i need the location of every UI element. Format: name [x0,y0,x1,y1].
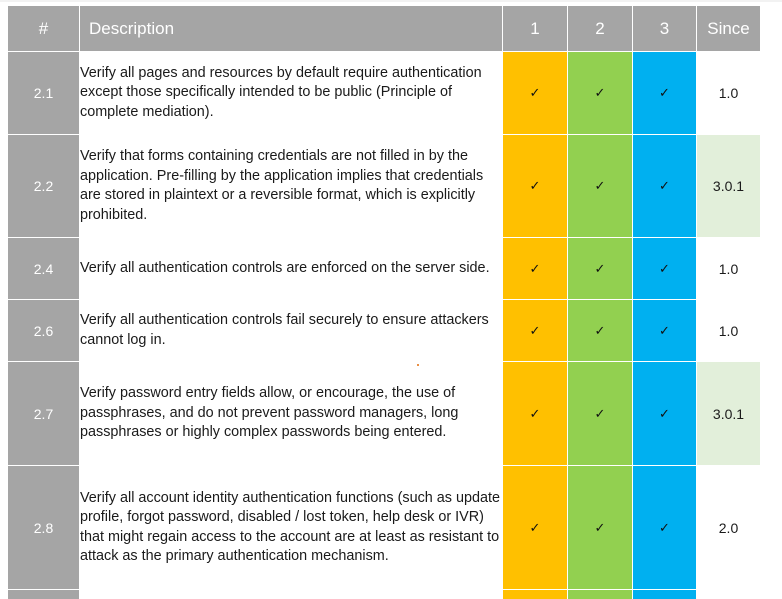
level-1-check-icon: ✓ [503,52,568,135]
header-level-2: 2 [568,6,633,52]
requirement-description: Verify all authentication controls are enforced on the server side. [80,238,503,300]
level-3-check-icon: ✓ [633,362,697,466]
level-2-check-icon: ✓ [568,238,633,300]
since-version: 3.0.1 [697,135,761,238]
level-3-check-icon: ✓ [633,466,697,590]
page-top-rule [0,0,782,2]
level-1-check-icon: ✓ [503,238,568,300]
level-2-check-icon: ✓ [568,300,633,362]
level-1-check-icon: ✓ [503,135,568,238]
requirement-number: 2.2 [8,135,80,238]
requirement-description: Verify password entry fields allow, or encourage, the use of passphrases, and do not prevent password managers, long passphrases or highly complex passwords being entered. [80,362,503,466]
since-version: 1.0 [697,52,761,135]
requirement-number: 2.6 [8,300,80,362]
since-version: 2.0 [697,466,761,590]
table-row [8,52,761,135]
requirements-table [7,5,761,599]
requirement-description: Verify all account identity authentication functions (such as update profile, forgot password, disabled / lost token, help desk or IVR) that might regain access to the account are at least as resistant to attack as the primary authentication mechanism. [80,466,503,590]
level-1-check-icon: ✓ [503,466,568,590]
requirement-number: 2.7 [8,362,80,466]
level-1-cell [503,590,568,599]
requirement-number: 2.8 [8,466,80,590]
table-row [8,135,761,238]
since-version: 1.0 [697,238,761,300]
requirement-description [80,590,503,599]
level-3-check-icon: ✓ [633,300,697,362]
level-2-cell [568,590,633,599]
table-row [8,238,761,300]
requirement-description: Verify that forms containing credentials are not filled in by the application. Pre-filling by the application implies that credentials are stored in plaintext or a reversible format, which is explicitly prohibited. [80,135,503,238]
since-version [697,590,761,599]
level-3-check-icon: ✓ [633,238,697,300]
requirement-description: Verify all pages and resources by default require authentication except those specifically intended to be public (Principle of complete mediation). [80,52,503,135]
level-1-check-icon: ✓ [503,300,568,362]
header-description: Description [80,6,503,52]
table-row [8,466,761,590]
level-3-check-icon: ✓ [633,135,697,238]
table-row-partial [8,590,761,599]
requirement-number: 2.4 [8,238,80,300]
level-2-check-icon: ✓ [568,52,633,135]
table-header-row [8,6,761,52]
table-row [8,362,761,466]
header-number: # [8,6,80,52]
level-3-check-icon: ✓ [633,52,697,135]
since-version: 3.0.1 [697,362,761,466]
header-level-1: 1 [503,6,568,52]
level-3-cell [633,590,697,599]
level-1-check-icon: ✓ [503,362,568,466]
since-version: 1.0 [697,300,761,362]
level-2-check-icon: ✓ [568,466,633,590]
header-since: Since [697,6,761,52]
stray-mark [417,364,419,366]
level-2-check-icon: ✓ [568,135,633,238]
table-row [8,300,761,362]
requirement-description: Verify all authentication controls fail securely to ensure attackers cannot log in. [80,300,503,362]
level-2-check-icon: ✓ [568,362,633,466]
header-level-3: 3 [633,6,697,52]
requirement-number [8,590,80,599]
requirement-number: 2.1 [8,52,80,135]
